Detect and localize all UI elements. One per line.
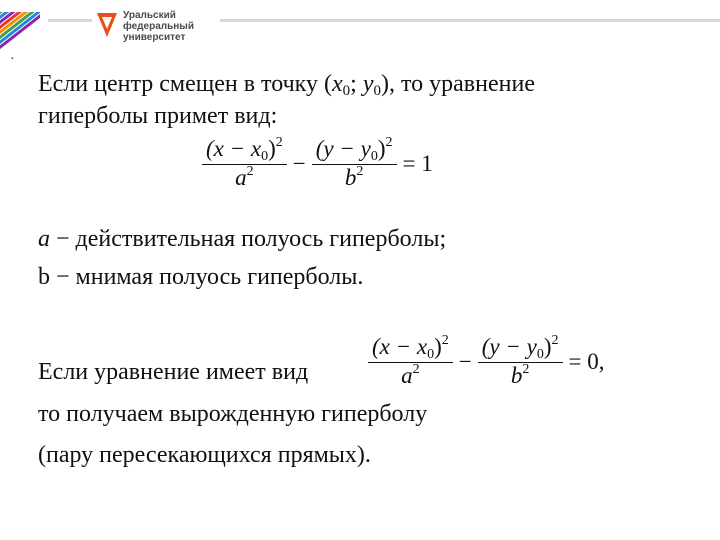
fraction-y [312, 136, 397, 191]
semi-axis-a-line [38, 224, 446, 254]
university-name-line1: Уральский [123, 10, 176, 21]
header-divider [220, 19, 720, 22]
university-name-line3: университет [123, 32, 186, 43]
degenerate-line-3: (пару пересекающихся прямых). [38, 442, 371, 468]
fraction-y-numerator: $(y - y0)^2$ [315, 135, 393, 164]
fraction-y-numerator: $(y - y0)^2$ [481, 333, 559, 362]
fraction-x-denominator: $a^2$ [401, 362, 420, 389]
slide-marker: · [10, 52, 15, 67]
intro-line-2: гиперболы примет вид: [38, 103, 278, 129]
letter-b: b [38, 264, 50, 290]
fraction-y-denominator: $b^2$ [510, 362, 530, 389]
university-name [123, 10, 194, 43]
semi-axis-b-text: − мнимая полуось гиперболы. [50, 264, 364, 290]
semi-axis-b-line [38, 262, 363, 292]
intro-y: y [362, 71, 374, 97]
header-divider-left [48, 19, 92, 22]
fraction-x [368, 334, 453, 389]
equation-rhs: = 1 [402, 150, 433, 176]
fraction-y [478, 334, 563, 389]
fraction-x-denominator: $a^2$ [235, 164, 254, 191]
fraction-y-denominator: $b^2$ [344, 164, 364, 191]
urfu-logo-icon [96, 12, 118, 38]
hyperbola-equation [202, 136, 439, 191]
equation-rhs: = 0, [568, 348, 605, 374]
intro-sep: ; [350, 71, 363, 97]
semi-axis-a-text: − действительная полуось гиперболы; [50, 226, 447, 252]
minus-sign: − [458, 348, 472, 374]
fraction-x-numerator: $(x - x0)^2$ [372, 333, 449, 362]
intro-y-sub: 0 [373, 83, 381, 99]
intro-x: x [332, 71, 343, 97]
logo-stripes [0, 12, 40, 52]
degenerate-line-2: то получаем вырожденную гиперболу [38, 401, 428, 427]
intro-text-a: Если центр смещен в точку ( [38, 71, 332, 97]
intro-line-1 [38, 69, 535, 99]
letter-a: a [38, 226, 50, 252]
intro-text-b: ), то уравнение [380, 71, 535, 97]
minus-sign: − [292, 150, 306, 176]
fraction-x [202, 136, 287, 191]
fraction-x-numerator: $(x - x0)^2$ [206, 135, 283, 164]
degenerate-equation [368, 334, 611, 389]
intro-x-sub: 0 [342, 83, 351, 99]
university-name-line2: федеральный [123, 21, 194, 32]
degenerate-line-1: Если уравнение имеет вид [38, 359, 309, 385]
header [0, 0, 720, 50]
